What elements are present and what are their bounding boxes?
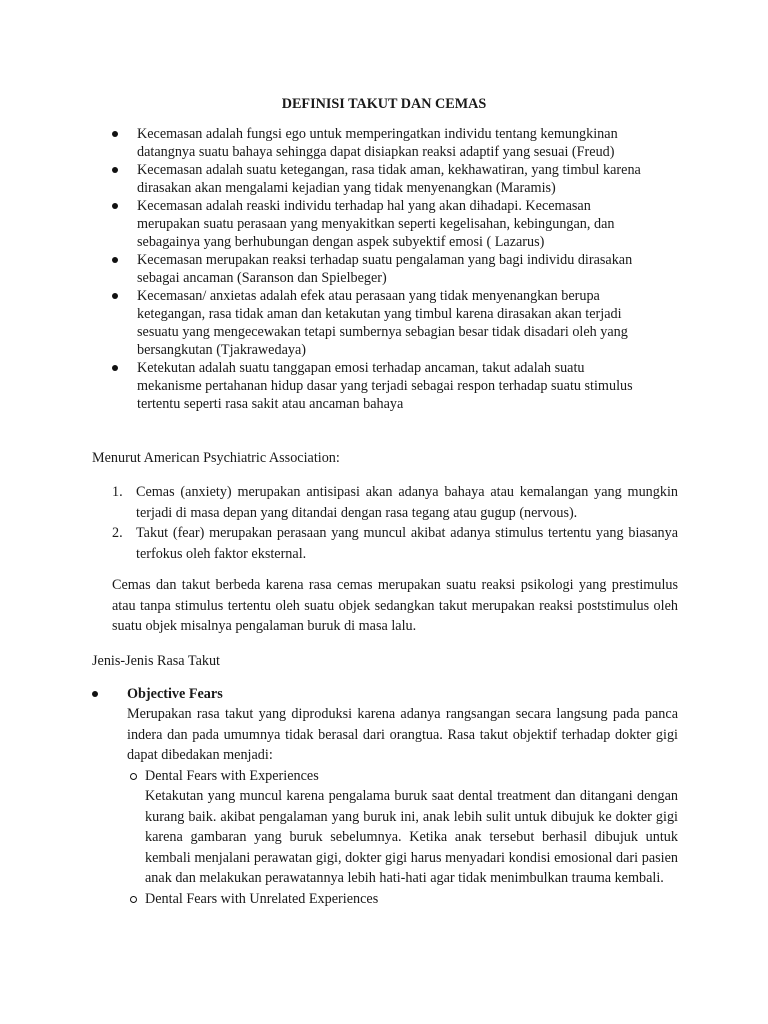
list-item-line: sebagainya yang berhubungan dengan aspek subyektif emosi ( Lazarus) [137,234,545,250]
sub-item-heading [92,766,678,787]
list-item-line: dirasakan akan mengalami kejadian yang tidak menyenangkan (Maramis) [137,180,556,196]
hollow-bullet-icon [130,896,137,903]
page-title: DEFINISI TAKUT DAN CEMAS [281,96,487,112]
section-heading: Jenis-Jenis Rasa Takut [92,653,220,669]
sub-item-label: Dental Fears with Experiences [145,767,319,784]
apa-list [112,482,678,564]
item-text: Takut (fear) merupakan perasaan yang muncul akibat adanya stimulus tertentu yang biasanya terfokus oleh faktor eksternal. [136,525,678,562]
list-item-line: Kecemasan merupakan reaksi terhadap suatu pengalaman yang bagi individu dirasakan [137,252,633,268]
bullet-icon [112,257,118,263]
list-item [112,197,682,251]
list-item-line: sesuatu yang mengecewakan tetapi sumbernya sebagian besar tidak disadari oleh yang [137,324,628,340]
numbered-item [112,482,678,523]
objective-fears-heading [92,685,678,704]
difference-paragraph: Cemas dan takut berbeda karena rasa cemas merupakan suatu reaksi psikologi yang prestimulus atau tanpa stimulus tertentu oleh suatu objek sedangkan takut merupakan reaksi poststimulus oleh suatu objek misalnya pengalaman buruk di masa lalu. [112,577,678,634]
bullet-icon [112,167,118,173]
list-item-line: mekanisme pertahanan hidup dasar yang terjadi sebagai respon terhadap suatu stimulus [137,378,633,394]
item-number: 1. [112,484,123,500]
list-item-line: Kecemasan adalah suatu ketegangan, rasa tidak aman, kekhawatiran, yang timbul karena [137,162,641,178]
item-text: Cemas (anxiety) merupakan antisipasi akan adanya bahaya atau kemalangan yang mungkin terjadi di masa depan yang ditandai dengan rasa tegang atau gugup (nervous). [136,484,678,521]
list-item-line: Kecemasan adalah fungsi ego untuk memperingatkan individu tentang kemungkinan [137,126,618,142]
bullet-icon [92,691,98,697]
list-item-line: tertentu seperti rasa sakit atau ancaman bahaya [137,396,404,412]
list-item-line: datangnya suatu bahaya sehingga dapat disiapkan reaksi adaptif yang sesuai (Freud) [137,144,615,160]
bullet-icon [112,203,118,209]
numbered-item [112,523,678,564]
sub-item-text: Ketakutan yang muncul karena pengalama buruk saat dental treatment dan ditangani dengan kurang baik. akibat pengalaman yang buruk ini, anak lebih sulit untuk dibujuk ke dokter gigi karena gambaran yang buruk sebelumnya. Ketika anak tersebut berhasil dibujuk untuk kembali menjalani perawatan gigi, dokter gigi harus menyadari kondisi emosional dari pasien anak dan melakukan perawatannya lebih hati-hati agar tidak menimbulkan trauma kembali. [145,788,678,886]
sub-item-label: Dental Fears with Unrelated Experiences [145,890,379,907]
list-item-line: sebagai ancaman (Saranson dan Spielbeger) [137,270,387,286]
objective-heading-text: Objective Fears [127,686,223,702]
bullet-icon [112,365,118,371]
list-item [112,161,682,197]
item-number: 2. [112,525,123,541]
sub-item-heading [92,889,678,910]
objective-fears-text: Merupakan rasa takut yang diproduksi karena adanya rangsangan secara langsung pada panca indera dan pada umumnya tidak berasal dari orangtua. Rasa takut objektif terhadap dokter gigi dapat dibedakan menjadi: [127,706,678,763]
objective-fears-section [92,685,678,909]
list-item [112,287,682,359]
list-item-line: bersangkutan (Tjakrawedaya) [137,342,306,358]
bullet-icon [112,131,118,137]
list-item-line: merupakan suatu perasaan yang menyakitkan seperti kegelisahan, kebingungan, dan [137,216,615,232]
list-item [112,359,682,413]
list-item [112,125,682,161]
list-item-line: ketegangan, rasa tidak aman dan ketakutan yang timbul karena dirasakan akan terjadi [137,306,622,322]
list-item-line: Ketekutan adalah suatu tanggapan emosi terhadap ancaman, takut adalah suatu [137,360,585,376]
bullet-icon [112,293,118,299]
definition-list [112,125,682,413]
hollow-bullet-icon [130,773,137,780]
apa-intro: Menurut American Psychiatric Association: [92,450,340,466]
list-item-line: Kecemasan adalah reaski individu terhadap hal yang akan dihadapi. Kecemasan [137,198,591,214]
list-item [112,251,682,287]
list-item-line: Kecemasan/ anxietas adalah efek atau perasaan yang tidak menyenangkan berupa [137,288,600,304]
